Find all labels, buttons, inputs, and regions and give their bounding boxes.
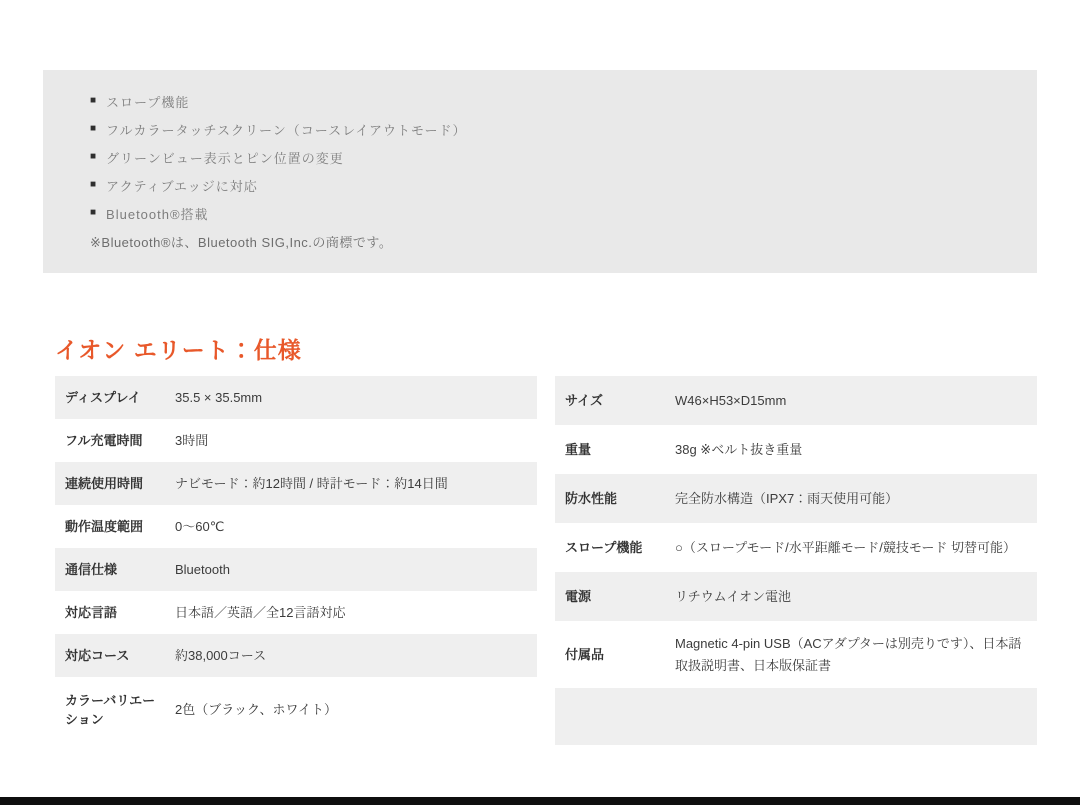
- spec-label: 対応コース: [65, 647, 130, 663]
- square-bullet-icon: ■: [90, 179, 97, 190]
- spec-value: Magnetic 4-pin USB（ACアダプターは別売りです）、日本語取扱説明書、日本版保証書: [675, 636, 1022, 673]
- spec-value: 3時間: [175, 432, 209, 448]
- feature-item: [90, 171, 997, 199]
- feature-item: [90, 87, 997, 115]
- spec-label: 重量: [565, 441, 592, 457]
- spec-value: 35.5 × 35.5mm: [175, 389, 263, 405]
- feature-label: グリーンビュー表示とピン位置の変更: [106, 150, 344, 166]
- spec-value: ○（スロープモード/水平距離モード/競技モード 切替可能）: [675, 539, 1016, 555]
- spec-label: スロープ機能: [565, 539, 643, 555]
- feature-label: アクティブエッジに対応: [106, 178, 258, 194]
- square-bullet-icon: ■: [90, 207, 97, 218]
- spec-row: [55, 505, 537, 548]
- spec-label: サイズ: [565, 392, 603, 408]
- bottom-letterbox-bar: [0, 797, 1080, 805]
- spec-row: [55, 591, 537, 634]
- bluetooth-trademark-note: ※Bluetooth®は、Bluetooth SIG,Inc.の商標です。: [90, 235, 393, 250]
- features-box: [43, 70, 1037, 273]
- spec-value: 2色（ブラック、ホワイト）: [175, 702, 338, 718]
- spec-row: [555, 376, 1037, 425]
- spec-row: [55, 376, 537, 419]
- spec-table-right: [555, 376, 1037, 745]
- spec-label: 電源: [565, 588, 592, 604]
- spec-label: カラーバリエーション: [65, 692, 156, 727]
- spec-value: 38g ※ベルト抜き重量: [675, 441, 803, 457]
- spec-row-empty: [555, 688, 1037, 745]
- spec-value: 0～60℃: [175, 518, 225, 534]
- spec-row: [555, 425, 1037, 474]
- feature-item: [90, 199, 997, 227]
- spec-value: 日本語／英語／全12言語対応: [175, 604, 346, 620]
- spec-value: ナビモード：約12時間 / 時計モード：約14日間: [175, 475, 448, 491]
- feature-label: Bluetooth®搭載: [106, 206, 209, 222]
- spec-label: 対応言語: [65, 604, 118, 620]
- feature-label: フルカラータッチスクリーン（コースレイアウトモード）: [106, 122, 467, 138]
- spec-row: [555, 621, 1037, 688]
- spec-value: 約38,000コース: [175, 647, 267, 663]
- square-bullet-icon: ■: [90, 123, 97, 134]
- feature-label: スロープ機能: [106, 94, 190, 110]
- spec-row: [55, 462, 537, 505]
- spec-columns: [55, 376, 1037, 745]
- square-bullet-icon: ■: [90, 151, 97, 162]
- feature-item: [90, 143, 997, 171]
- spec-label: フル充電時間: [65, 432, 143, 448]
- spec-label: 防水性能: [565, 490, 618, 506]
- spec-value: W46×H53×D15mm: [675, 392, 787, 408]
- spec-value: Bluetooth: [175, 561, 230, 577]
- spec-label: 連続使用時間: [65, 475, 144, 491]
- features-list: [90, 87, 997, 227]
- spec-label: 付属品: [565, 646, 605, 662]
- square-bullet-icon: ■: [90, 95, 97, 106]
- spec-row: [55, 634, 537, 677]
- spec-row: [555, 474, 1037, 523]
- spec-label: ディスプレイ: [65, 389, 141, 405]
- spec-table-left: [55, 376, 537, 743]
- spec-row: [555, 523, 1037, 572]
- spec-label: 動作温度範囲: [65, 518, 144, 534]
- spec-row: [555, 572, 1037, 621]
- spec-row: [55, 677, 537, 743]
- spec-row: [55, 548, 537, 591]
- feature-item: [90, 115, 997, 143]
- spec-row: [55, 419, 537, 462]
- spec-label: 通信仕様: [65, 561, 118, 577]
- section-title: イオン エリート：仕様: [55, 337, 302, 363]
- spec-value: 完全防水構造（IPX7：雨天使用可能）: [675, 490, 899, 506]
- spec-value: リチウムイオン電池: [675, 588, 791, 604]
